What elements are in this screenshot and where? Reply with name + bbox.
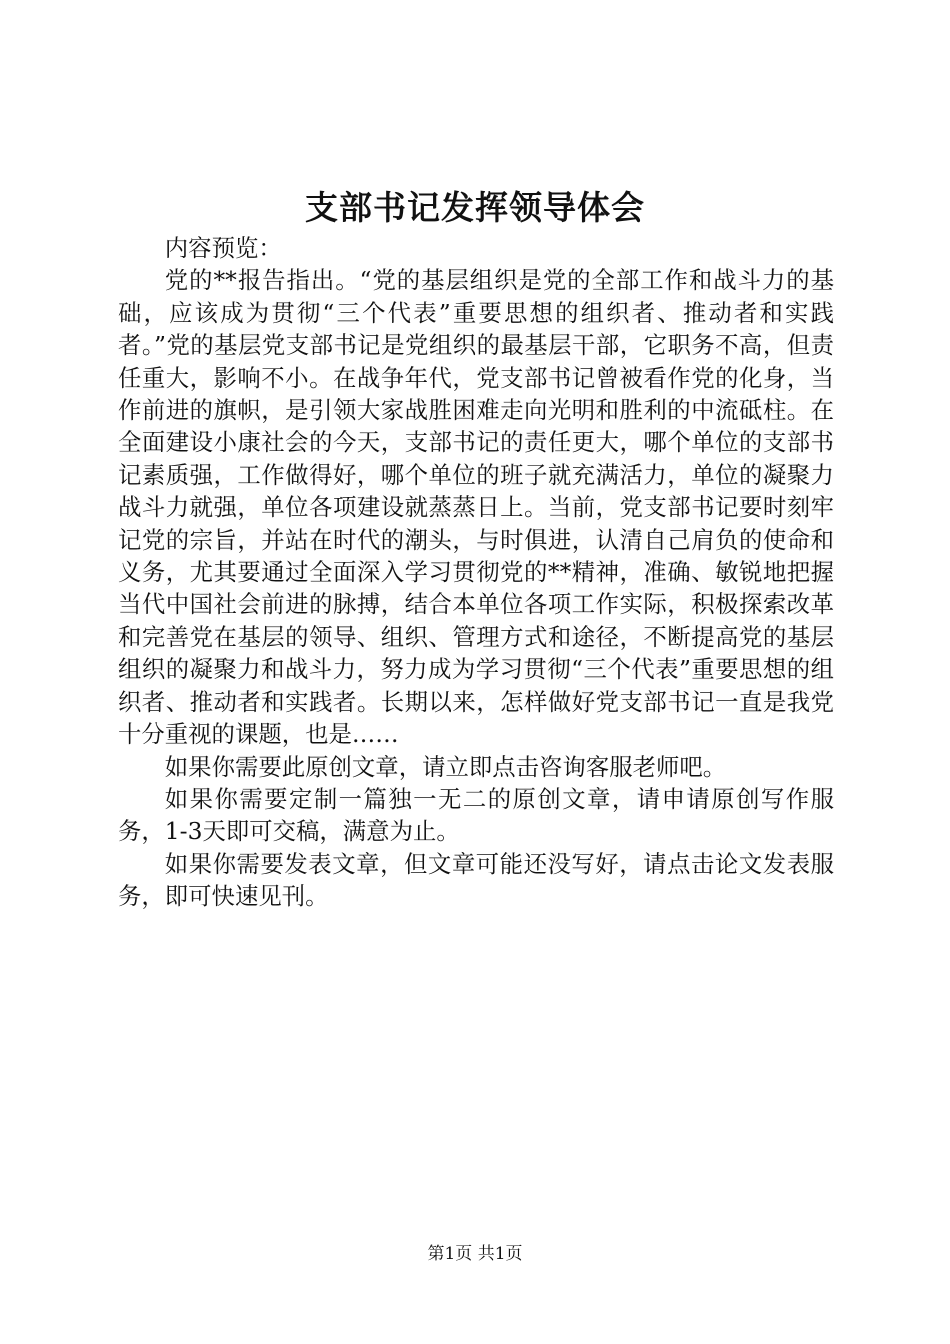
main-paragraph: 党的**报告指出。“党的基层组织是党的全部工作和战斗力的基础，应该成为贯彻“三个代表”重要思想的组织者、推动者和实践者。”党的基层党支部书记是党组织的最基层干部，它职务不高，但责任重大，影响不小。在战争年代，党支部书记曾被看作党的化身，当作前进的旗帜，是引领大家战胜困难走向光明和胜利的中流砥柱。在全面建设小康社会的今天，支部书记的责任更大，哪个单位的支部书记素质强，工作做得好，哪个单位的班子就充满活力，单位的凝聚力战斗力就强，单位各项建设就蒸蒸日上。当前，党支部书记要时刻牢记党的宗旨，并站在时代的潮头，与时俱进，认清自己肩负的使命和义务，尤其要通过全面深入学习贯彻党的**精神，准确、敏锐地把握当代中国社会前进的脉搏，结合本单位各项工作实际，积极探索改革和完善党在基层的领导、组织、管理方式和途径，不断提高党的基层组织的凝聚力和战斗力，努力成为学习贯彻“三个代表”重要思想的组织者、推动者和实践者。长期以来，怎样做好党支部书记一直是我党十分重视的课题，也是…… — [118, 266, 834, 749]
preview-label: 内容预览： — [164, 234, 282, 262]
document-body — [118, 232, 834, 913]
notice-publication: 如果你需要发表文章，但文章可能还没写好，请点击论文发表服务，即可快速见刊。 — [118, 849, 834, 911]
notice-custom-writing: 如果你需要定制一篇独一无二的原创文章，请申请原创写作服务，1-3天即可交稿，满意为止。 — [118, 784, 834, 846]
document-title: 支部书记发挥领导体会 — [305, 188, 645, 227]
notice-consult: 如果你需要此原创文章，请立即点击咨询客服老师吧。 — [164, 752, 727, 781]
page-number-footer: 第1页 共1页 — [427, 1244, 523, 1264]
